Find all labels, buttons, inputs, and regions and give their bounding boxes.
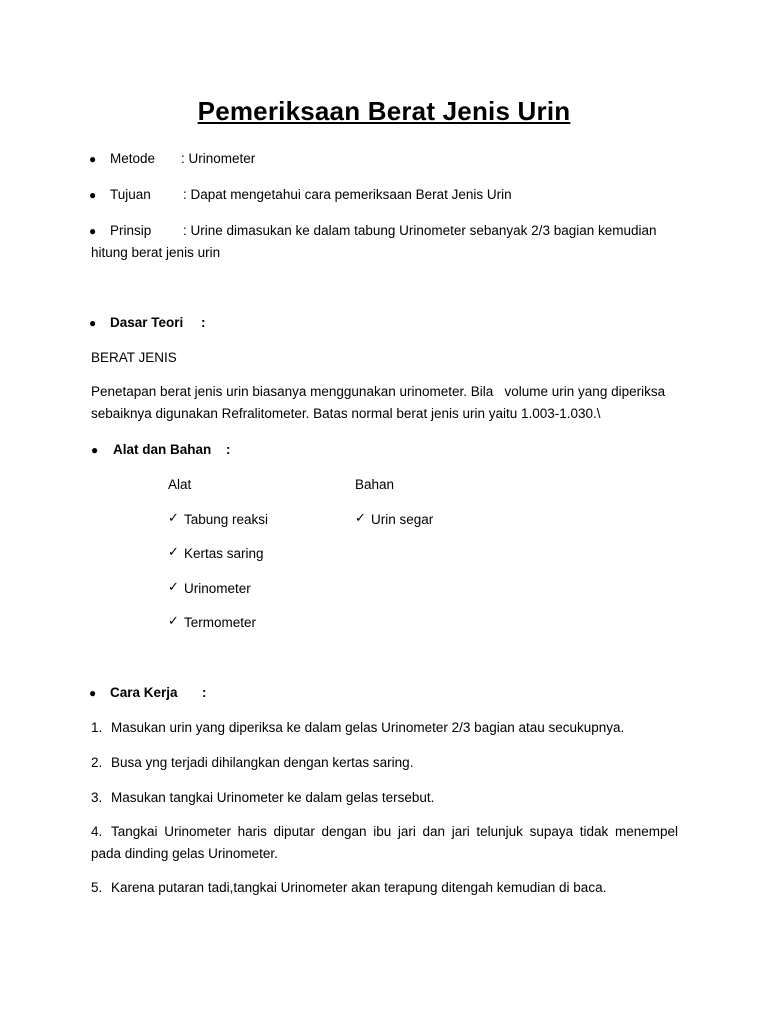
bullet-icon: ● xyxy=(89,152,97,166)
step-text: Karena putaran tadi,tangkai Urinometer akan terapung ditengah kemudian di baca. xyxy=(111,880,607,895)
step-number: 1. xyxy=(91,720,103,735)
alat-item: Kertas saring xyxy=(184,546,264,561)
page-title: Pemeriksaan Berat Jenis Urin xyxy=(197,96,571,126)
cara-kerja-colon: : xyxy=(202,685,207,700)
prinsip-value-line1: : Urine dimasukan ke dalam tabung Urinometer sebanyak 2/3 bagian kemudian xyxy=(183,223,657,238)
tujuan-label: Tujuan xyxy=(110,187,151,202)
bullet-icon: ● xyxy=(89,224,97,238)
alat-item: Urinometer xyxy=(184,581,251,596)
step-text: Busa yng terjadi dihilangkan dengan kertas saring. xyxy=(111,755,414,770)
check-icon: ✓ xyxy=(355,511,366,526)
bullet-icon: ● xyxy=(89,316,97,330)
check-icon: ✓ xyxy=(168,614,179,629)
dasar-teori-para-line1: Penetapan berat jenis urin biasanya menggunakan urinometer. Bila volume urin yang diperiksa xyxy=(91,384,666,399)
dasar-teori-label: Dasar Teori xyxy=(110,315,184,330)
cara-kerja-label: Cara Kerja xyxy=(110,685,178,700)
prinsip-value-line2: hitung berat jenis urin xyxy=(91,245,221,260)
alat-item: Termometer xyxy=(184,615,257,630)
check-icon: ✓ xyxy=(168,580,179,595)
check-icon: ✓ xyxy=(168,545,179,560)
step-text: Tangkai Urinometer haris diputar dengan ibu jari dan jari telunjuk supaya tidak menempel xyxy=(111,824,678,839)
bahan-header: Bahan xyxy=(355,477,395,492)
alat-bahan-label: Alat dan Bahan xyxy=(113,442,212,457)
alat-bahan-colon: : xyxy=(226,442,231,457)
step-text-continued: pada dinding gelas Urinometer. xyxy=(91,846,278,861)
prinsip-label: Prinsip xyxy=(110,223,152,238)
step-number: 2. xyxy=(91,755,103,770)
dasar-teori-para-line2: sebaiknya digunakan Refralitometer. Batas normal berat jenis urin yaitu 1.003-1.030.\ xyxy=(91,406,601,421)
step-number: 3. xyxy=(91,790,103,805)
alat-header: Alat xyxy=(168,477,192,492)
bullet-icon: ● xyxy=(89,686,97,700)
alat-item: Tabung reaksi xyxy=(184,512,269,527)
bullet-icon: ● xyxy=(91,443,99,457)
check-icon: ✓ xyxy=(168,511,179,526)
step-number: 5. xyxy=(91,880,103,895)
tujuan-value: : Dapat mengetahui cara pemeriksaan Berat Jenis Urin xyxy=(183,187,512,202)
metode-label: Metode xyxy=(110,151,156,166)
step-text: Masukan tangkai Urinometer ke dalam gelas tersebut. xyxy=(111,790,435,805)
step-number: 4. xyxy=(91,824,103,839)
metode-value: : Urinometer xyxy=(181,151,256,166)
bullet-icon: ● xyxy=(89,188,97,202)
bahan-item: Urin segar xyxy=(371,512,434,527)
step-text: Masukan urin yang diperiksa ke dalam gelas Urinometer 2/3 bagian atau secukupnya. xyxy=(111,720,625,735)
berat-jenis-heading: BERAT JENIS xyxy=(91,350,177,365)
dasar-teori-colon: : xyxy=(201,315,206,330)
